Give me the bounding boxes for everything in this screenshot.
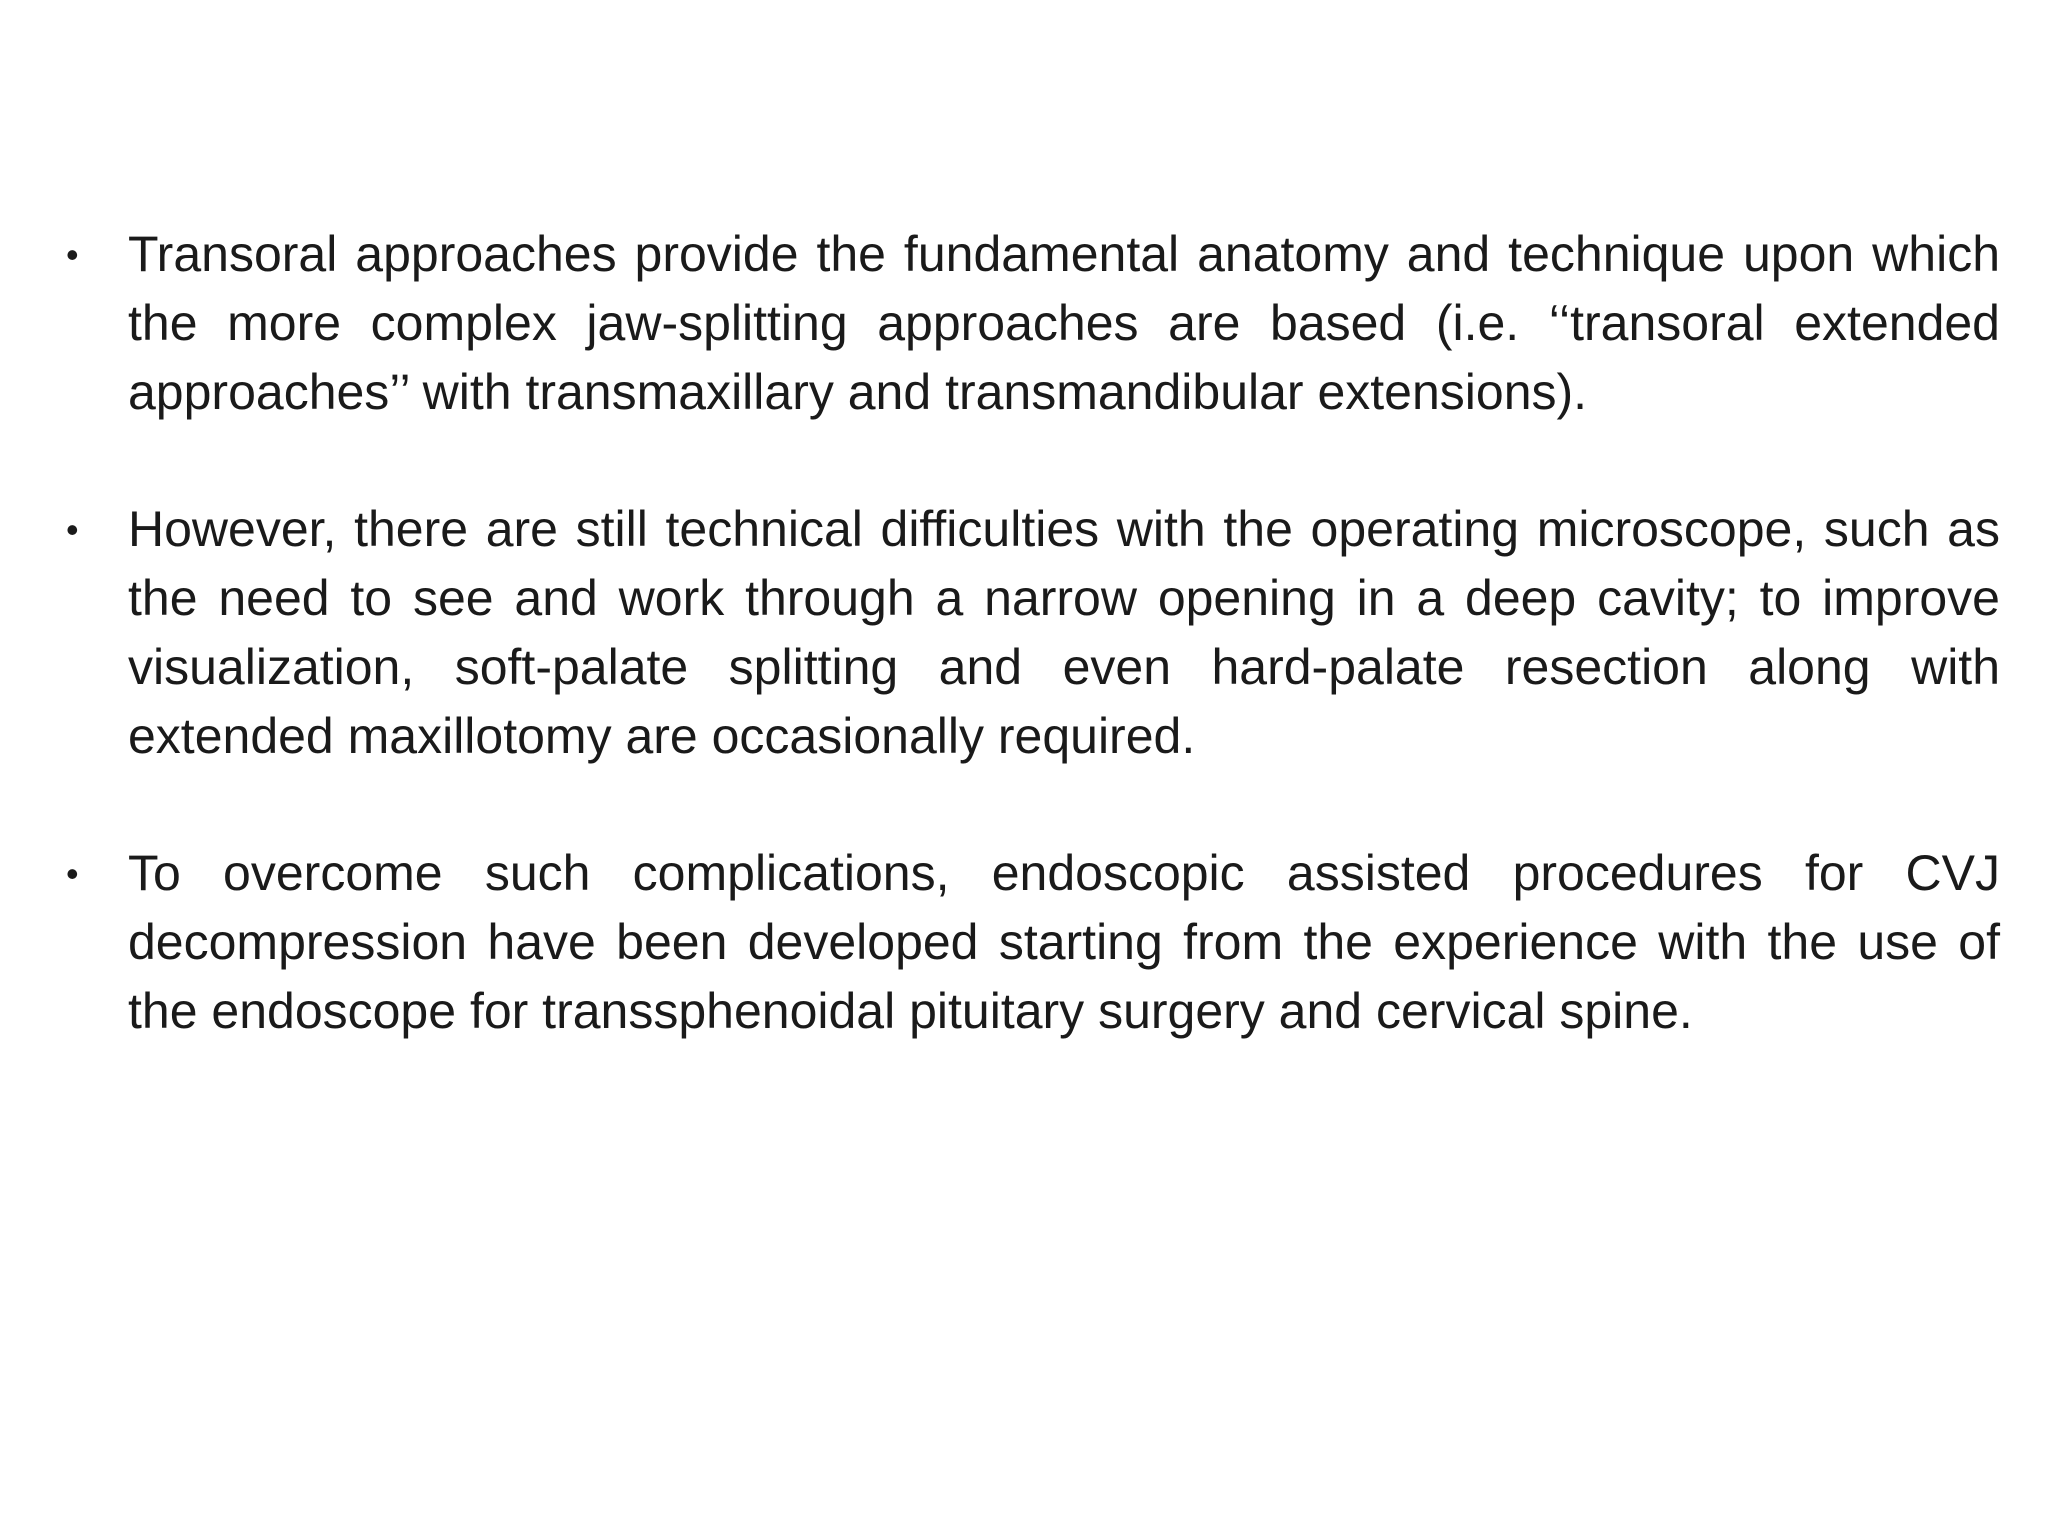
- bullet-icon: •: [66, 509, 79, 550]
- bullet-item-transoral: [60, 220, 2000, 427]
- bullet-item-endoscopic-procedures: [60, 839, 2000, 1046]
- bullet-text: However, there are still technical difficulties with the operating microscope, such as the need to see and work through a narrow opening in a deep cavity; to improve visualization, soft-palate splitting and even hard-palate resection along with extended maxillotomy are occasionally required.: [128, 501, 2000, 764]
- bullet-icon: •: [66, 234, 79, 275]
- bullet-text: Transoral approaches provide the fundamental anatomy and technique upon which the more complex jaw-splitting approaches are based (i.e. ‘‘transoral extended approaches’’ with transmaxillary and transmandibular extensions).: [128, 226, 2000, 420]
- bullet-list: [60, 220, 2000, 1114]
- bullet-icon: •: [66, 853, 79, 894]
- bullet-text: To overcome such complications, endoscopic assisted procedures for CVJ decompression have been developed starting from the experience with the use of the endoscope for transsphenoidal pituitary surgery and cervical spine.: [128, 845, 2000, 1039]
- bullet-item-microscope-difficulties: [60, 495, 2000, 771]
